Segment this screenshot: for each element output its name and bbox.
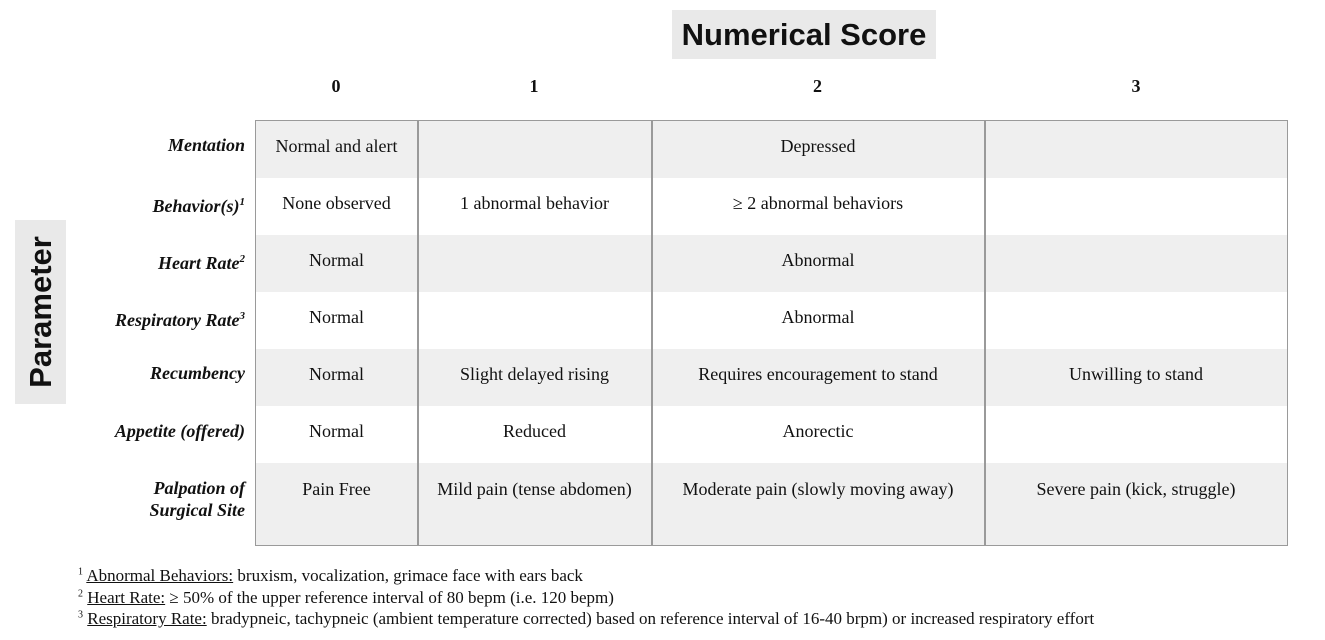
score-table: [255, 120, 1288, 546]
cell-palpation-0: Pain Free: [302, 479, 371, 499]
row-label-palpation-line2: Surgical Site: [149, 500, 245, 520]
cell-behavior-2: ≥ 2 abnormal behaviors: [732, 193, 904, 213]
footnote-2: $^2$ Heart Rate: ≥ 50% of the upper reference interval of 80 bepm (i.e. 120 bepm): [78, 587, 614, 607]
column-header-3: 3: [1131, 76, 1141, 96]
cell-recumbency-2: Requires encouragement to stand: [698, 364, 938, 384]
cell-palpation-1: Mild pain (tense abdomen): [437, 479, 632, 499]
row-label-palpation-line1: Palpation of: [153, 478, 245, 498]
row-label-appetite: Appetite (offered): [114, 421, 245, 441]
cell-recumbency-3: Unwilling to stand: [1069, 364, 1203, 384]
cell-appetite-1: Reduced: [503, 421, 566, 441]
row-label-behavior: $Behavior(s)^1$: [152, 196, 245, 216]
numerical-score-header: Numerical Score: [672, 10, 936, 59]
cell-palpation-3: Severe pain (kick, struggle): [1036, 479, 1236, 499]
cell-respiratory-rate-0: Normal: [309, 307, 364, 327]
column-header-2: 2: [813, 76, 822, 96]
column-header-1: 1: [529, 76, 539, 96]
cell-recumbency-1: Slight delayed rising: [460, 364, 609, 384]
cell-heart-rate-0: Normal: [309, 250, 364, 270]
cell-palpation-2: Moderate pain (slowly moving away): [682, 479, 954, 499]
cell-behavior-0: None observed: [282, 193, 391, 213]
table-row: [256, 463, 1287, 545]
cell-heart-rate-2: Abnormal: [781, 250, 855, 270]
parameter-header-label: Parameter: [22, 236, 58, 388]
cell-mentation-2: Depressed: [780, 136, 856, 156]
cell-behavior-1: 1 abnormal behavior: [460, 193, 609, 213]
row-label-heart-rate: Heart Rate$^2$: [158, 253, 245, 273]
row-label-recumbency: Recumbency: [150, 363, 245, 383]
parameter-header: [15, 220, 66, 404]
cell-mentation-0: Normal and alert: [275, 136, 398, 156]
row-label-respiratory-rate: Respiratory Rate$^3$: [115, 310, 245, 330]
cell-appetite-2: Anorectic: [782, 421, 854, 441]
row-label-mentation: Mentation: [167, 135, 245, 155]
cell-appetite-0: Normal: [309, 421, 364, 441]
footnote-3: $^3$ Respiratory Rate: bradypneic, tachypneic (ambient temperature corrected) based on reference interval of 16-40 brpm) or increased respiratory effort: [78, 609, 1095, 628]
row-label-palpation: [149, 477, 245, 521]
column-header-0: 0: [331, 76, 341, 96]
cell-recumbency-0: Normal: [309, 364, 364, 384]
footnotes: [78, 565, 1094, 630]
footnote-1: $^1$ Abnormal Behaviors: bruxism, vocalization, grimace face with ears back: [78, 566, 583, 585]
cell-respiratory-rate-2: Abnormal: [781, 307, 855, 327]
